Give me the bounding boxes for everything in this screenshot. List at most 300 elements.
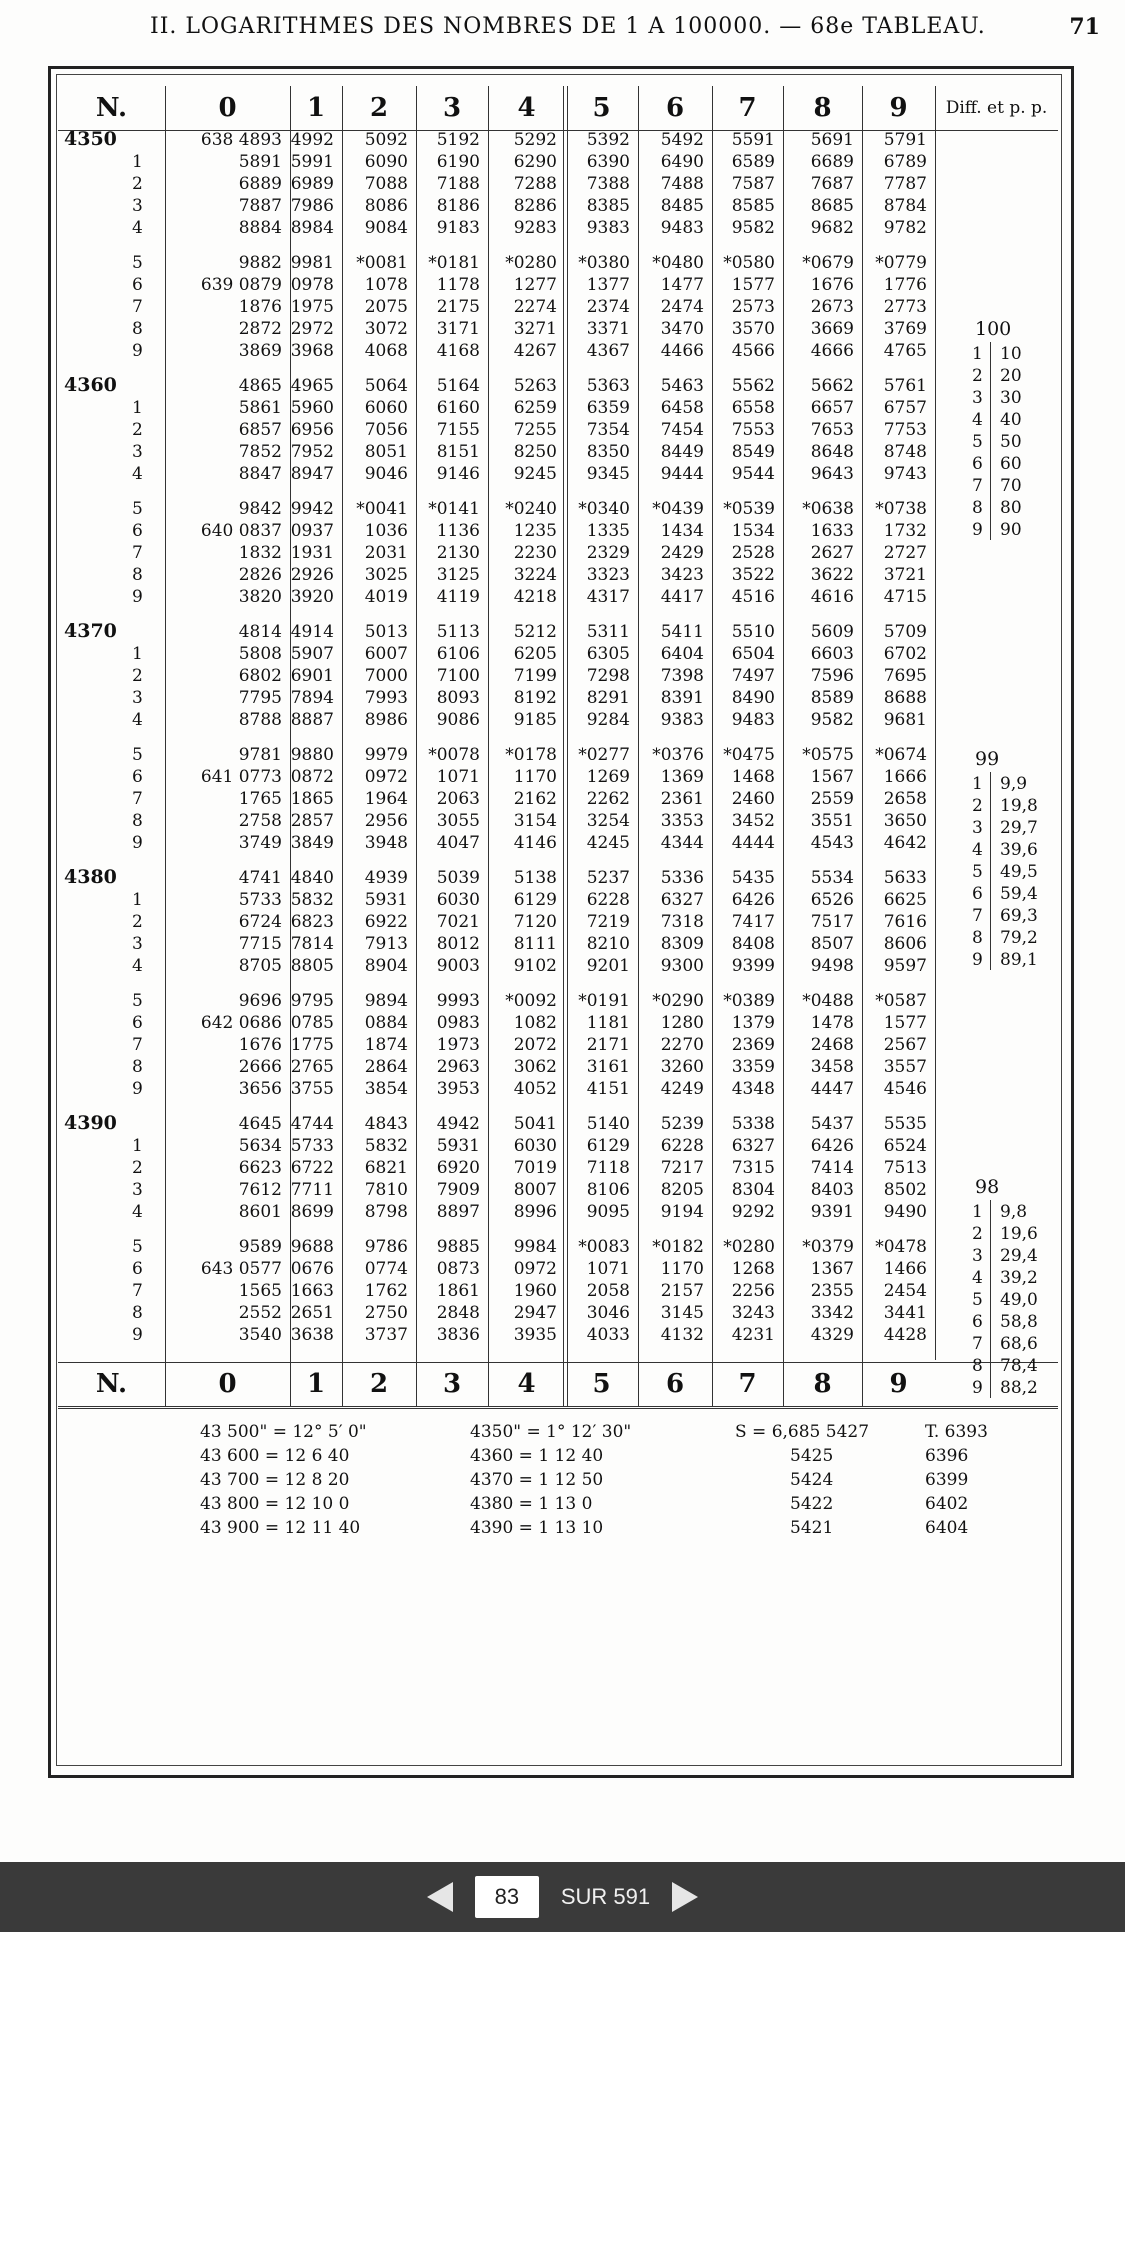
table-cell: 4052 [513,1079,557,1099]
table-cell: 5891 [238,152,282,172]
table-cell: 2031 [364,543,408,563]
footer-conversion: 5425 [790,1446,834,1466]
table-cell: 5138 [513,868,557,888]
pp-value: 79,2 [1000,928,1038,948]
row-sub-digit: 5 [132,745,143,765]
table-cell: 5733 [290,1136,334,1156]
table-cell: 4616 [810,587,854,607]
row-sub-digit: 3 [132,442,143,462]
table-cell: 2765 [290,1057,334,1077]
table-cell: 9696 [238,991,282,1011]
pp-value: 39,2 [1000,1268,1038,1288]
table-cell: 7887 [238,196,282,216]
table-cell: 638 4893 [200,130,282,150]
table-cell: 9183 [436,218,480,238]
pp-value: 68,6 [1000,1334,1038,1354]
table-cell: 3161 [586,1057,630,1077]
table-cell: 7454 [660,420,704,440]
table-cell: 6558 [731,398,775,418]
table-cell: 6901 [290,666,334,686]
table-cell: 2559 [810,789,854,809]
table-cell: 4546 [883,1079,927,1099]
table-cell: 7414 [810,1158,854,1178]
table-cell: 3522 [731,565,775,585]
table-cell: 9391 [810,1202,854,1222]
table-cell: *0480 [652,253,704,273]
table-cell: 7100 [436,666,480,686]
table-cell: *0240 [505,499,557,519]
row-sub-digit: 5 [132,1237,143,1257]
page-header-title: II. LOGARITHMES DES NOMBRES DE 1 A 100000. — 68e TABLEAU. [150,14,986,39]
table-cell: 1082 [513,1013,557,1033]
table-cell: 6989 [290,174,334,194]
table-cell: 2972 [290,319,334,339]
table-cell: 4741 [238,868,282,888]
table-cell: 3452 [731,811,775,831]
table-cell: 9444 [660,464,704,484]
table-cell: 5192 [436,130,480,150]
table-cell: 1663 [290,1281,334,1301]
table-cell: 5662 [810,376,854,396]
pp-digit: 7 [972,476,983,496]
table-cell: 8884 [238,218,282,238]
page-number-input[interactable] [475,1876,539,1918]
table-cell: 1071 [586,1259,630,1279]
table-cell: 4348 [731,1079,775,1099]
table-cell: 4033 [586,1325,630,1345]
table-cell: 6589 [731,152,775,172]
table-cell: 2075 [364,297,408,317]
table-cell: 1633 [810,521,854,541]
table-cell: 8350 [586,442,630,462]
col-head-top-9: 8 [813,93,832,123]
col-head-bottom-4: 3 [442,1369,462,1399]
pp-value: 29,4 [1000,1246,1038,1266]
row-sub-digit: 3 [132,688,143,708]
table-cell: 6327 [660,890,704,910]
table-cell: 1775 [290,1035,334,1055]
table-cell: *0280 [723,1237,775,1257]
table-cell: 2848 [436,1303,480,1323]
table-cell: 4245 [586,833,630,853]
table-cell: 7852 [238,442,282,462]
pp-digit: 3 [972,1246,983,1266]
table-cell: 2872 [238,319,282,339]
table-cell: *0674 [875,745,927,765]
table-cell: 7219 [586,912,630,932]
table-cell: 4267 [513,341,557,361]
pp-digit: 8 [972,498,983,518]
table-cell: 1379 [731,1013,775,1033]
table-cell: 2627 [810,543,854,563]
table-cell: 8984 [290,218,334,238]
footer-conversion: 4370 = 1 12 50 [470,1470,604,1490]
pp-value: 9,8 [1000,1202,1028,1222]
table-cell: 1178 [436,275,480,295]
table-cell: *0290 [652,991,704,1011]
pp-digit: 4 [972,410,983,430]
row-sub-digit: 6 [132,1259,143,1279]
table-cell: 5492 [660,130,704,150]
table-cell: 0978 [290,275,334,295]
table-cell: 1477 [660,275,704,295]
table-cell: 1335 [586,521,630,541]
table-cell: 639 0879 [200,275,282,295]
chevron-right-icon[interactable] [672,1882,698,1912]
row-sub-digit: 8 [132,1303,143,1323]
table-cell: 1577 [883,1013,927,1033]
pp-digit: 2 [972,366,983,386]
table-cell: 5510 [731,622,775,642]
table-cell: 3062 [513,1057,557,1077]
footer-conversion: 43 500" = 12° 5′ 0" [200,1422,367,1442]
pp-digit: 2 [972,1224,983,1244]
table-cell: 9292 [731,1202,775,1222]
footer-conversion: T. 6393 [925,1422,988,1442]
table-cell: 4119 [436,587,480,607]
table-cell: 5562 [731,376,775,396]
table-cell: 1269 [586,767,630,787]
table-cell: 9781 [238,745,282,765]
table-cell: 6160 [436,398,480,418]
table-cell: *0475 [723,745,775,765]
table-cell: 7398 [660,666,704,686]
table-cell: 7199 [513,666,557,686]
table-cell: 3323 [586,565,630,585]
table-cell: 6724 [238,912,282,932]
table-cell: 7488 [660,174,704,194]
table-cell: 6623 [238,1158,282,1178]
pp-value: 89,1 [1000,950,1038,970]
pp-value: 78,4 [1000,1356,1038,1376]
table-cell: 9981 [290,253,334,273]
table-cell: 6821 [364,1158,408,1178]
table-cell: 2963 [436,1057,480,1077]
table-cell: 3769 [883,319,927,339]
table-cell: 5463 [660,376,704,396]
table-cell: 2673 [810,297,854,317]
table-cell: 6689 [810,152,854,172]
table-cell: *0083 [578,1237,630,1257]
pp-value: 20 [1000,366,1022,386]
table-cell: 1434 [660,521,704,541]
table-cell: 1865 [290,789,334,809]
table-cell: 4151 [586,1079,630,1099]
table-cell: 8996 [513,1202,557,1222]
table-cell: 6625 [883,890,927,910]
table-cell: 6205 [513,644,557,664]
table-cell: 8601 [238,1202,282,1222]
table-cell: *0539 [723,499,775,519]
table-cell: 6030 [436,890,480,910]
pp-value: 90 [1000,520,1022,540]
pp-head: 100 [975,318,1012,340]
table-cell: 8897 [436,1202,480,1222]
table-cell: 6657 [810,398,854,418]
row-sub-digit: 4 [132,956,143,976]
table-cell: 6390 [586,152,630,172]
row-sub-digit: 6 [132,767,143,787]
table-cell: 7000 [364,666,408,686]
table-cell: 9498 [810,956,854,976]
table-cell: 6426 [731,890,775,910]
pp-value: 10 [1000,344,1022,364]
table-cell: 3125 [436,565,480,585]
table-cell: 3869 [238,341,282,361]
table-cell: 2528 [731,543,775,563]
col-head-top-6: 5 [592,93,611,123]
table-cell: 7155 [436,420,480,440]
table-cell: 3622 [810,565,854,585]
col-head-top-8: 7 [738,93,757,123]
table-cell: 4367 [586,341,630,361]
pp-value: 30 [1000,388,1022,408]
table-cell: 4516 [731,587,775,607]
table-cell: 6359 [586,398,630,418]
table-cell: 3721 [883,565,927,585]
table-cell: 8012 [436,934,480,954]
table-cell: 4566 [731,341,775,361]
table-cell: 1277 [513,275,557,295]
table-cell: 1036 [364,521,408,541]
table-cell: 4444 [731,833,775,853]
col-head-bottom-0: N. [95,1369,128,1399]
table-cell: 9399 [731,956,775,976]
table-cell: 3948 [364,833,408,853]
table-cell: 7021 [436,912,480,932]
table-cell: 1577 [731,275,775,295]
table-cell: 1071 [436,767,480,787]
table-cell: 9582 [810,710,854,730]
pp-value: 69,3 [1000,906,1038,926]
group-label: 4350 [64,128,117,150]
pp-digit: 5 [972,1290,983,1310]
table-cell: 2058 [586,1281,630,1301]
row-sub-digit: 6 [132,1013,143,1033]
table-cell: 2374 [586,297,630,317]
table-cell: 8205 [660,1180,704,1200]
table-cell: 3820 [238,587,282,607]
table-cell: 1874 [364,1035,408,1055]
pp-value: 59,4 [1000,884,1038,904]
table-cell: 7715 [238,934,282,954]
table-cell: 6802 [238,666,282,686]
table-cell: 9682 [810,218,854,238]
table-cell: 6722 [290,1158,334,1178]
table-cell: 8106 [586,1180,630,1200]
table-cell: 3243 [731,1303,775,1323]
table-cell: 1136 [436,521,480,541]
pp-digit: 8 [972,1356,983,1376]
table-cell: *0638 [802,499,854,519]
table-cell: 7894 [290,688,334,708]
table-cell: 7255 [513,420,557,440]
table-cell: 9383 [586,218,630,238]
table-cell: 3854 [364,1079,408,1099]
table-cell: 3342 [810,1303,854,1323]
pp-value: 49,0 [1000,1290,1038,1310]
table-cell: 1876 [238,297,282,317]
col-head-top-5: 4 [517,93,536,123]
table-cell: 7913 [364,934,408,954]
table-cell: 5761 [883,376,927,396]
table-cell: *0092 [505,991,557,1011]
footer-conversion: 6402 [925,1494,969,1514]
table-cell: 5931 [436,1136,480,1156]
table-cell: 8385 [586,196,630,216]
table-cell: 5263 [513,376,557,396]
table-cell: 3441 [883,1303,927,1323]
footer-conversion: 4380 = 1 13 0 [470,1494,593,1514]
table-cell: 9688 [290,1237,334,1257]
table-cell: 0872 [290,767,334,787]
table-cell: 3371 [586,319,630,339]
row-sub-digit: 3 [132,1180,143,1200]
table-cell: 2460 [731,789,775,809]
table-cell: 7188 [436,174,480,194]
pp-digit: 1 [972,774,983,794]
table-cell: 7612 [238,1180,282,1200]
table-cell: 8408 [731,934,775,954]
col-head-top-7: 6 [665,93,685,123]
row-sub-digit: 4 [132,1202,143,1222]
page-header [150,8,1100,48]
table-cell: 8051 [364,442,408,462]
row-sub-digit: 2 [132,1158,143,1178]
table-cell: 9882 [238,253,282,273]
pp-value: 19,6 [1000,1224,1038,1244]
table-cell: 8904 [364,956,408,976]
column-rule [935,86,936,1360]
pp-rule [990,1200,991,1398]
table-cell: 7810 [364,1180,408,1200]
table-cell: 8699 [290,1202,334,1222]
table-cell: 3046 [586,1303,630,1323]
row-sub-digit: 2 [132,666,143,686]
table-cell: *0389 [723,991,775,1011]
pp-digit: 6 [972,1312,983,1332]
table-cell: 8986 [364,710,408,730]
row-sub-digit: 1 [132,398,143,418]
table-cell: 4843 [364,1114,408,1134]
row-sub-digit: 9 [132,341,143,361]
col-head-bottom-5: 4 [517,1369,536,1399]
table-cell: 1975 [290,297,334,317]
pp-digit: 4 [972,840,983,860]
table-cell: *0738 [875,499,927,519]
table-cell: 7687 [810,174,854,194]
col-head-diff: Diff. et p. p. [945,98,1048,118]
table-cell: 7517 [810,912,854,932]
table-cell: 5435 [731,868,775,888]
table-cell: 6030 [513,1136,557,1156]
table-cell: 9483 [731,710,775,730]
table-cell: 6404 [660,644,704,664]
table-cell: 6757 [883,398,927,418]
table-cell: 9984 [513,1237,557,1257]
footer-conversion: S = 6,685 5427 [735,1422,870,1442]
col-head-bottom-1: 0 [218,1369,237,1399]
row-sub-digit: 5 [132,253,143,273]
table-cell: *0078 [428,745,480,765]
pp-value: 49,5 [1000,862,1038,882]
table-cell: 8304 [731,1180,775,1200]
table-cell: 3470 [660,319,704,339]
table-cell: 5634 [238,1136,282,1156]
table-cell: 7596 [810,666,854,686]
pp-digit: 2 [972,796,983,816]
table-cell: 9245 [513,464,557,484]
table-cell: 5535 [883,1114,927,1134]
chevron-left-icon[interactable] [427,1882,453,1912]
table-cell: 1280 [660,1013,704,1033]
table-cell: 2361 [660,789,704,809]
table-cell: 1078 [364,275,408,295]
table-cell: 4765 [883,341,927,361]
table-cell: 6458 [660,398,704,418]
table-cell: 7814 [290,934,334,954]
table-cell: 640 0837 [200,521,282,541]
table-cell: 4942 [436,1114,480,1134]
page-number: 71 [1069,14,1100,40]
table-cell: 0873 [436,1259,480,1279]
table-cell: 6129 [586,1136,630,1156]
row-sub-digit: 6 [132,275,143,295]
table-cell: *0041 [356,499,408,519]
table-cell: 1369 [660,767,704,787]
pp-value: 19,8 [1000,796,1038,816]
table-cell: 3171 [436,319,480,339]
table-cell: 3260 [660,1057,704,1077]
row-sub-digit: 1 [132,1136,143,1156]
table-cell: 1762 [364,1281,408,1301]
pp-digit: 3 [972,388,983,408]
table-cell: 5832 [290,890,334,910]
table-cell: 3072 [364,319,408,339]
table-cell: 8648 [810,442,854,462]
table-cell: 5931 [364,890,408,910]
table-cell: 7795 [238,688,282,708]
row-sub-digit: 9 [132,587,143,607]
table-cell: 8403 [810,1180,854,1200]
table-cell: 9201 [586,956,630,976]
table-cell: 6007 [364,644,408,664]
row-sub-digit: 9 [132,1325,143,1345]
table-cell: 4344 [660,833,704,853]
table-cell: 0983 [436,1013,480,1033]
table-cell: 8887 [290,710,334,730]
table-cell: *0488 [802,991,854,1011]
col-head-bottom-10: 9 [889,1369,908,1399]
table-cell: 3920 [290,587,334,607]
footer-conversion: 5424 [790,1470,834,1490]
table-cell: 8502 [883,1180,927,1200]
row-sub-digit: 8 [132,319,143,339]
table-cell: 8291 [586,688,630,708]
table-cell: 7695 [883,666,927,686]
table-cell: 1776 [883,275,927,295]
row-sub-digit: 1 [132,890,143,910]
table-cell: 3638 [290,1325,334,1345]
table-cell: 4814 [238,622,282,642]
footer-conversion: 4390 = 1 13 10 [470,1518,604,1538]
table-cell: 2355 [810,1281,854,1301]
table-cell: 5808 [238,644,282,664]
table-cell: 9490 [883,1202,927,1222]
table-cell: 643 0577 [200,1259,282,1279]
table-cell: 4132 [660,1325,704,1345]
table-cell: 7753 [883,420,927,440]
